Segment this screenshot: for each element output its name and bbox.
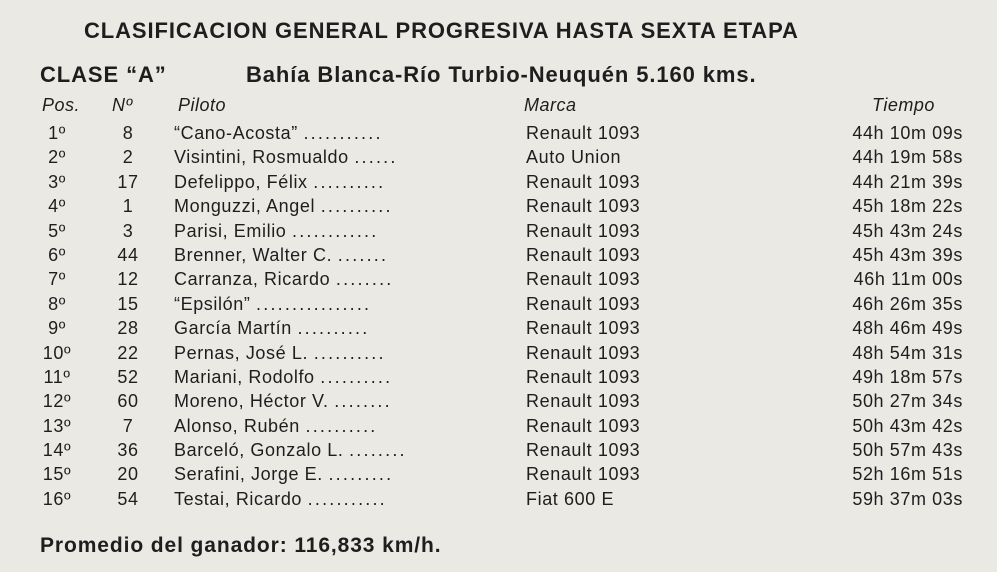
pilot-cell	[174, 464, 514, 485]
time-cell: 46h 11m 00s	[853, 269, 963, 290]
class-line	[40, 62, 757, 88]
pilot-name: Barceló, Gonzalo L.	[174, 440, 344, 461]
leader-dots: ............	[292, 220, 379, 241]
marca-cell: Auto Union	[526, 147, 622, 168]
pilot-name: “Cano-Acosta”	[174, 123, 298, 143]
pilot-cell	[174, 196, 514, 217]
table-row	[0, 245, 997, 269]
time-cell: 45h 18m 22s	[852, 196, 963, 217]
position-cell: 15º	[42, 464, 72, 485]
leader-dots: ........	[335, 269, 394, 290]
number-cell: 22	[117, 342, 139, 363]
leader-dots: ...........	[307, 488, 387, 509]
table-row	[0, 464, 997, 488]
pilot-name: Serafini, Jorge E.	[174, 464, 323, 485]
number-cell: 54	[117, 488, 139, 509]
time-cell: 46h 26m 35s	[852, 293, 963, 314]
marca-cell: Renault 1093	[526, 196, 641, 217]
number-cell: 8	[122, 123, 134, 143]
time-cell: 44h 19m 58s	[852, 147, 963, 168]
leader-dots: ..........	[313, 342, 386, 363]
pilot-cell	[174, 391, 514, 412]
number-cell: 28	[117, 318, 139, 339]
time-cell: 50h 57m 43s	[852, 440, 963, 461]
table-row	[0, 440, 997, 464]
table-row	[0, 416, 997, 440]
pilot-name: Carranza, Ricardo	[174, 269, 331, 290]
table-row	[0, 391, 997, 415]
marca-cell: Renault 1093	[526, 318, 641, 339]
table-row	[0, 294, 997, 318]
table-row	[0, 172, 997, 196]
pilot-cell	[174, 294, 514, 315]
pilot-name: Mariani, Rodolfo	[174, 366, 315, 387]
leader-dots: ................	[256, 293, 372, 314]
position-cell: 5º	[48, 220, 66, 241]
pilot-cell	[174, 172, 514, 193]
page-title: CLASIFICACION GENERAL PROGRESIVA HASTA SEXTA ETAPA	[84, 18, 799, 43]
marca-cell: Renault 1093	[526, 464, 641, 485]
pilot-cell	[174, 245, 514, 266]
marca-cell: Renault 1093	[526, 415, 641, 436]
leader-dots: ........	[349, 440, 407, 461]
marca-cell: Renault 1093	[526, 293, 641, 314]
leader-dots: ........	[334, 391, 392, 412]
leader-dots: .........	[328, 464, 394, 485]
pilot-cell	[174, 269, 514, 290]
class-label: CLASE “A”	[40, 62, 167, 87]
pilot-name: Moreno, Héctor V.	[174, 391, 329, 412]
position-cell: 11º	[43, 366, 71, 387]
header-time: Tiempo	[872, 95, 935, 115]
position-cell: 9º	[48, 318, 66, 339]
time-cell: 50h 43m 42s	[852, 415, 963, 436]
pilot-name: Visintini, Rosmualdo	[174, 147, 349, 168]
leader-dots: ..........	[320, 196, 393, 217]
pilot-cell	[174, 221, 514, 242]
marca-cell: Renault 1093	[526, 220, 641, 241]
position-cell: 1º	[48, 123, 66, 143]
pilot-cell	[174, 367, 514, 388]
position-cell: 10º	[42, 342, 72, 363]
number-cell: 17	[117, 171, 139, 192]
leader-dots: ...........	[303, 123, 383, 143]
table-row	[0, 367, 997, 391]
number-cell: 36	[117, 440, 139, 461]
number-cell: 3	[122, 220, 134, 241]
position-cell: 13º	[42, 415, 72, 436]
results-table	[0, 123, 997, 513]
leader-dots: ......	[354, 147, 398, 168]
pilot-name: Parisi, Emilio	[174, 220, 287, 241]
time-cell: 45h 43m 24s	[852, 220, 963, 241]
position-cell: 16º	[42, 488, 72, 509]
marca-cell: Fiat 600 E	[526, 488, 615, 509]
marca-cell: Renault 1093	[526, 171, 641, 192]
pilot-cell	[174, 489, 514, 510]
position-cell: 8º	[48, 293, 66, 314]
position-cell: 2º	[48, 147, 66, 168]
leader-dots: ..........	[305, 415, 378, 436]
marca-cell: Renault 1093	[526, 342, 641, 363]
time-cell: 50h 27m 34s	[852, 391, 963, 412]
position-cell: 6º	[48, 244, 66, 265]
time-cell: 44h 21m 39s	[852, 171, 963, 192]
pilot-cell	[174, 343, 514, 364]
leader-dots: .......	[337, 244, 389, 265]
pilot-name: “Epsilón”	[174, 293, 251, 314]
leader-dots: ..........	[313, 171, 386, 192]
pilot-name: Defelippo, Félix	[174, 171, 308, 192]
position-cell: 12º	[42, 391, 72, 412]
time-cell: 48h 54m 31s	[852, 342, 963, 363]
table-row	[0, 196, 997, 220]
header-marca: Marca	[524, 95, 577, 115]
table-row	[0, 123, 997, 147]
table-row	[0, 489, 997, 513]
table-row	[0, 318, 997, 342]
table-row	[0, 269, 997, 293]
table-row	[0, 343, 997, 367]
time-cell: 59h 37m 03s	[852, 488, 963, 509]
header-num: Nº	[112, 95, 133, 115]
pilot-cell	[174, 318, 514, 339]
leader-dots: ..........	[297, 318, 370, 339]
table-row	[0, 147, 997, 171]
marca-cell: Renault 1093	[526, 440, 641, 461]
pilot-name: García Martín	[174, 318, 292, 339]
marca-cell: Renault 1093	[526, 366, 641, 387]
position-cell: 4º	[48, 196, 66, 217]
time-cell: 52h 16m 51s	[852, 464, 963, 485]
marca-cell: Renault 1093	[526, 123, 641, 143]
header-pilot: Piloto	[178, 95, 227, 115]
marca-cell: Renault 1093	[526, 269, 641, 290]
pilot-cell	[174, 440, 514, 461]
pilot-cell	[174, 416, 514, 437]
table-row	[0, 221, 997, 245]
marca-cell: Renault 1093	[526, 391, 641, 412]
time-cell: 44h 10m 09s	[852, 123, 963, 143]
number-cell: 7	[122, 415, 134, 436]
leader-dots: ..........	[320, 366, 393, 387]
header-pos: Pos.	[42, 95, 81, 115]
number-cell: 12	[117, 269, 139, 290]
time-cell: 48h 46m 49s	[852, 318, 963, 339]
number-cell: 1	[122, 196, 134, 217]
marca-cell: Renault 1093	[526, 244, 641, 265]
pilot-name: Testai, Ricardo	[174, 488, 303, 509]
route-label: Bahía Blanca-Río Turbio-Neuquén 5.160 kms.	[246, 62, 757, 87]
time-cell: 49h 18m 57s	[852, 366, 963, 387]
pilot-cell	[174, 147, 514, 168]
position-cell: 7º	[48, 269, 66, 290]
number-cell: 60	[117, 391, 139, 412]
number-cell: 44	[117, 244, 139, 265]
number-cell: 2	[122, 147, 134, 168]
number-cell: 20	[117, 464, 139, 485]
position-cell: 3º	[48, 171, 66, 192]
pilot-name: Pernas, José L.	[174, 342, 309, 363]
position-cell: 14º	[42, 440, 72, 461]
pilot-name: Brenner, Walter C.	[174, 244, 333, 265]
time-cell: 45h 43m 39s	[852, 244, 963, 265]
pilot-cell	[174, 123, 514, 144]
pilot-name: Monguzzi, Angel	[174, 196, 316, 217]
number-cell: 52	[117, 366, 139, 387]
winner-average: Promedio del ganador: 116,833 km/h.	[40, 534, 442, 557]
pilot-name: Alonso, Rubén	[174, 415, 300, 436]
number-cell: 15	[117, 293, 139, 314]
